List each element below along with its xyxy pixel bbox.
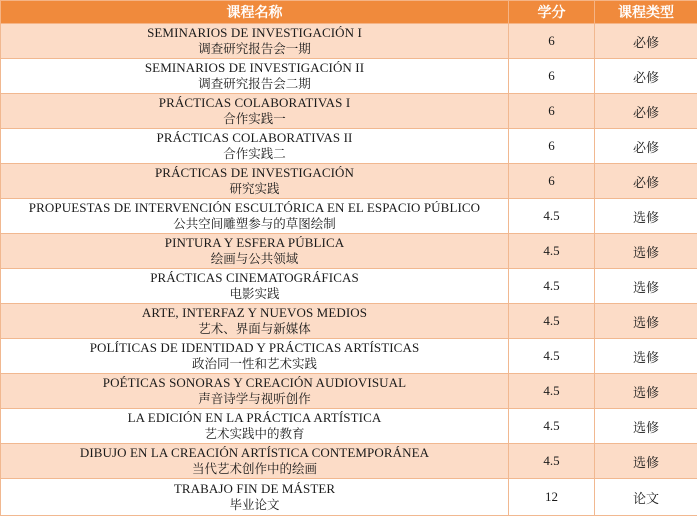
course-name-cell	[1, 24, 509, 59]
course-name-cell	[1, 444, 509, 479]
course-name-chinese: 合作实践一	[1, 111, 508, 127]
course-name-chinese: 调查研究报告会一期	[1, 41, 508, 57]
course-type-cell: 必修	[595, 59, 697, 94]
credits-cell: 4.5	[509, 339, 595, 374]
table-row	[1, 59, 697, 94]
credits-cell: 12	[509, 479, 595, 516]
course-type-cell: 选修	[595, 199, 697, 234]
course-type-cell: 选修	[595, 374, 697, 409]
table-row	[1, 374, 697, 409]
course-name-spanish: ARTE, INTERFAZ Y NUEVOS MEDIOS	[1, 305, 508, 321]
course-name-spanish: POLÍTICAS DE IDENTIDAD Y PRÁCTICAS ARTÍSTICAS	[1, 340, 508, 356]
header-course-type: 课程类型	[595, 1, 697, 24]
course-name-cell	[1, 269, 509, 304]
course-name-chinese: 调查研究报告会二期	[1, 76, 508, 92]
course-type-cell: 选修	[595, 234, 697, 269]
credits-cell: 6	[509, 129, 595, 164]
table-row	[1, 199, 697, 234]
course-name-spanish: PRÁCTICAS DE INVESTIGACIÓN	[1, 165, 508, 181]
course-name-chinese: 政治同一性和艺术实践	[1, 356, 508, 372]
table-row	[1, 304, 697, 339]
credits-cell: 6	[509, 94, 595, 129]
course-name-chinese: 公共空间雕塑参与的草图绘制	[1, 216, 508, 232]
course-name-chinese: 艺术、界面与新媒体	[1, 321, 508, 337]
table-row	[1, 479, 697, 516]
course-name-cell	[1, 94, 509, 129]
credits-cell: 4.5	[509, 374, 595, 409]
course-name-chinese: 声音诗学与视听创作	[1, 391, 508, 407]
course-name-chinese: 电影实践	[1, 286, 508, 302]
table-row	[1, 269, 697, 304]
course-type-cell: 选修	[595, 304, 697, 339]
table-row	[1, 339, 697, 374]
course-name-spanish: LA EDICIÓN EN LA PRÁCTICA ARTÍSTICA	[1, 410, 508, 426]
course-name-spanish: POÉTICAS SONORAS Y CREACIÓN AUDIOVISUAL	[1, 375, 508, 391]
course-name-spanish: SEMINARIOS DE INVESTIGACIÓN I	[1, 25, 508, 41]
course-type-cell: 选修	[595, 339, 697, 374]
credits-cell: 4.5	[509, 444, 595, 479]
credits-cell: 4.5	[509, 304, 595, 339]
course-name-spanish: TRABAJO FIN DE MÁSTER	[1, 481, 508, 497]
course-type-cell: 必修	[595, 24, 697, 59]
credits-cell: 4.5	[509, 234, 595, 269]
table-row	[1, 24, 697, 59]
course-name-spanish: SEMINARIOS DE INVESTIGACIÓN II	[1, 60, 508, 76]
course-name-spanish: PRÁCTICAS CINEMATOGRÁFICAS	[1, 270, 508, 286]
course-type-cell: 论文	[595, 479, 697, 516]
course-type-cell: 必修	[595, 94, 697, 129]
table-row	[1, 129, 697, 164]
course-name-chinese: 毕业论文	[1, 497, 508, 513]
credits-cell: 4.5	[509, 199, 595, 234]
header-course-name: 课程名称	[1, 1, 509, 24]
table-row	[1, 234, 697, 269]
course-name-cell	[1, 129, 509, 164]
course-name-chinese: 艺术实践中的教育	[1, 426, 508, 442]
table-row	[1, 444, 697, 479]
course-name-cell	[1, 409, 509, 444]
header-credits: 学分	[509, 1, 595, 24]
credits-cell: 6	[509, 59, 595, 94]
course-name-cell	[1, 59, 509, 94]
table-header-row	[1, 1, 697, 24]
course-name-cell	[1, 339, 509, 374]
course-name-spanish: PINTURA Y ESFERA PÚBLICA	[1, 235, 508, 251]
course-name-cell	[1, 304, 509, 339]
table-row	[1, 94, 697, 129]
course-type-cell: 选修	[595, 409, 697, 444]
credits-cell: 4.5	[509, 269, 595, 304]
course-type-cell: 选修	[595, 444, 697, 479]
course-name-chinese: 研究实践	[1, 181, 508, 197]
credits-cell: 4.5	[509, 409, 595, 444]
course-type-cell: 选修	[595, 269, 697, 304]
credits-cell: 6	[509, 164, 595, 199]
course-name-chinese: 合作实践二	[1, 146, 508, 162]
course-name-cell	[1, 234, 509, 269]
course-name-spanish: PRÁCTICAS COLABORATIVAS I	[1, 95, 508, 111]
credits-cell: 6	[509, 24, 595, 59]
table-row	[1, 409, 697, 444]
course-name-chinese: 当代艺术创作中的绘画	[1, 461, 508, 477]
course-name-cell	[1, 479, 509, 516]
course-type-cell: 必修	[595, 164, 697, 199]
course-name-chinese: 绘画与公共领域	[1, 251, 508, 267]
course-type-cell: 必修	[595, 129, 697, 164]
course-name-cell	[1, 374, 509, 409]
course-name-spanish: DIBUJO EN LA CREACIÓN ARTÍSTICA CONTEMPORÁNEA	[1, 445, 508, 461]
course-name-spanish: PRÁCTICAS COLABORATIVAS II	[1, 130, 508, 146]
course-name-cell	[1, 164, 509, 199]
course-name-spanish: PROPUESTAS DE INTERVENCIÓN ESCULTÓRICA EN EL ESPACIO PÚBLICO	[1, 200, 508, 216]
table-row	[1, 164, 697, 199]
course-name-cell	[1, 199, 509, 234]
